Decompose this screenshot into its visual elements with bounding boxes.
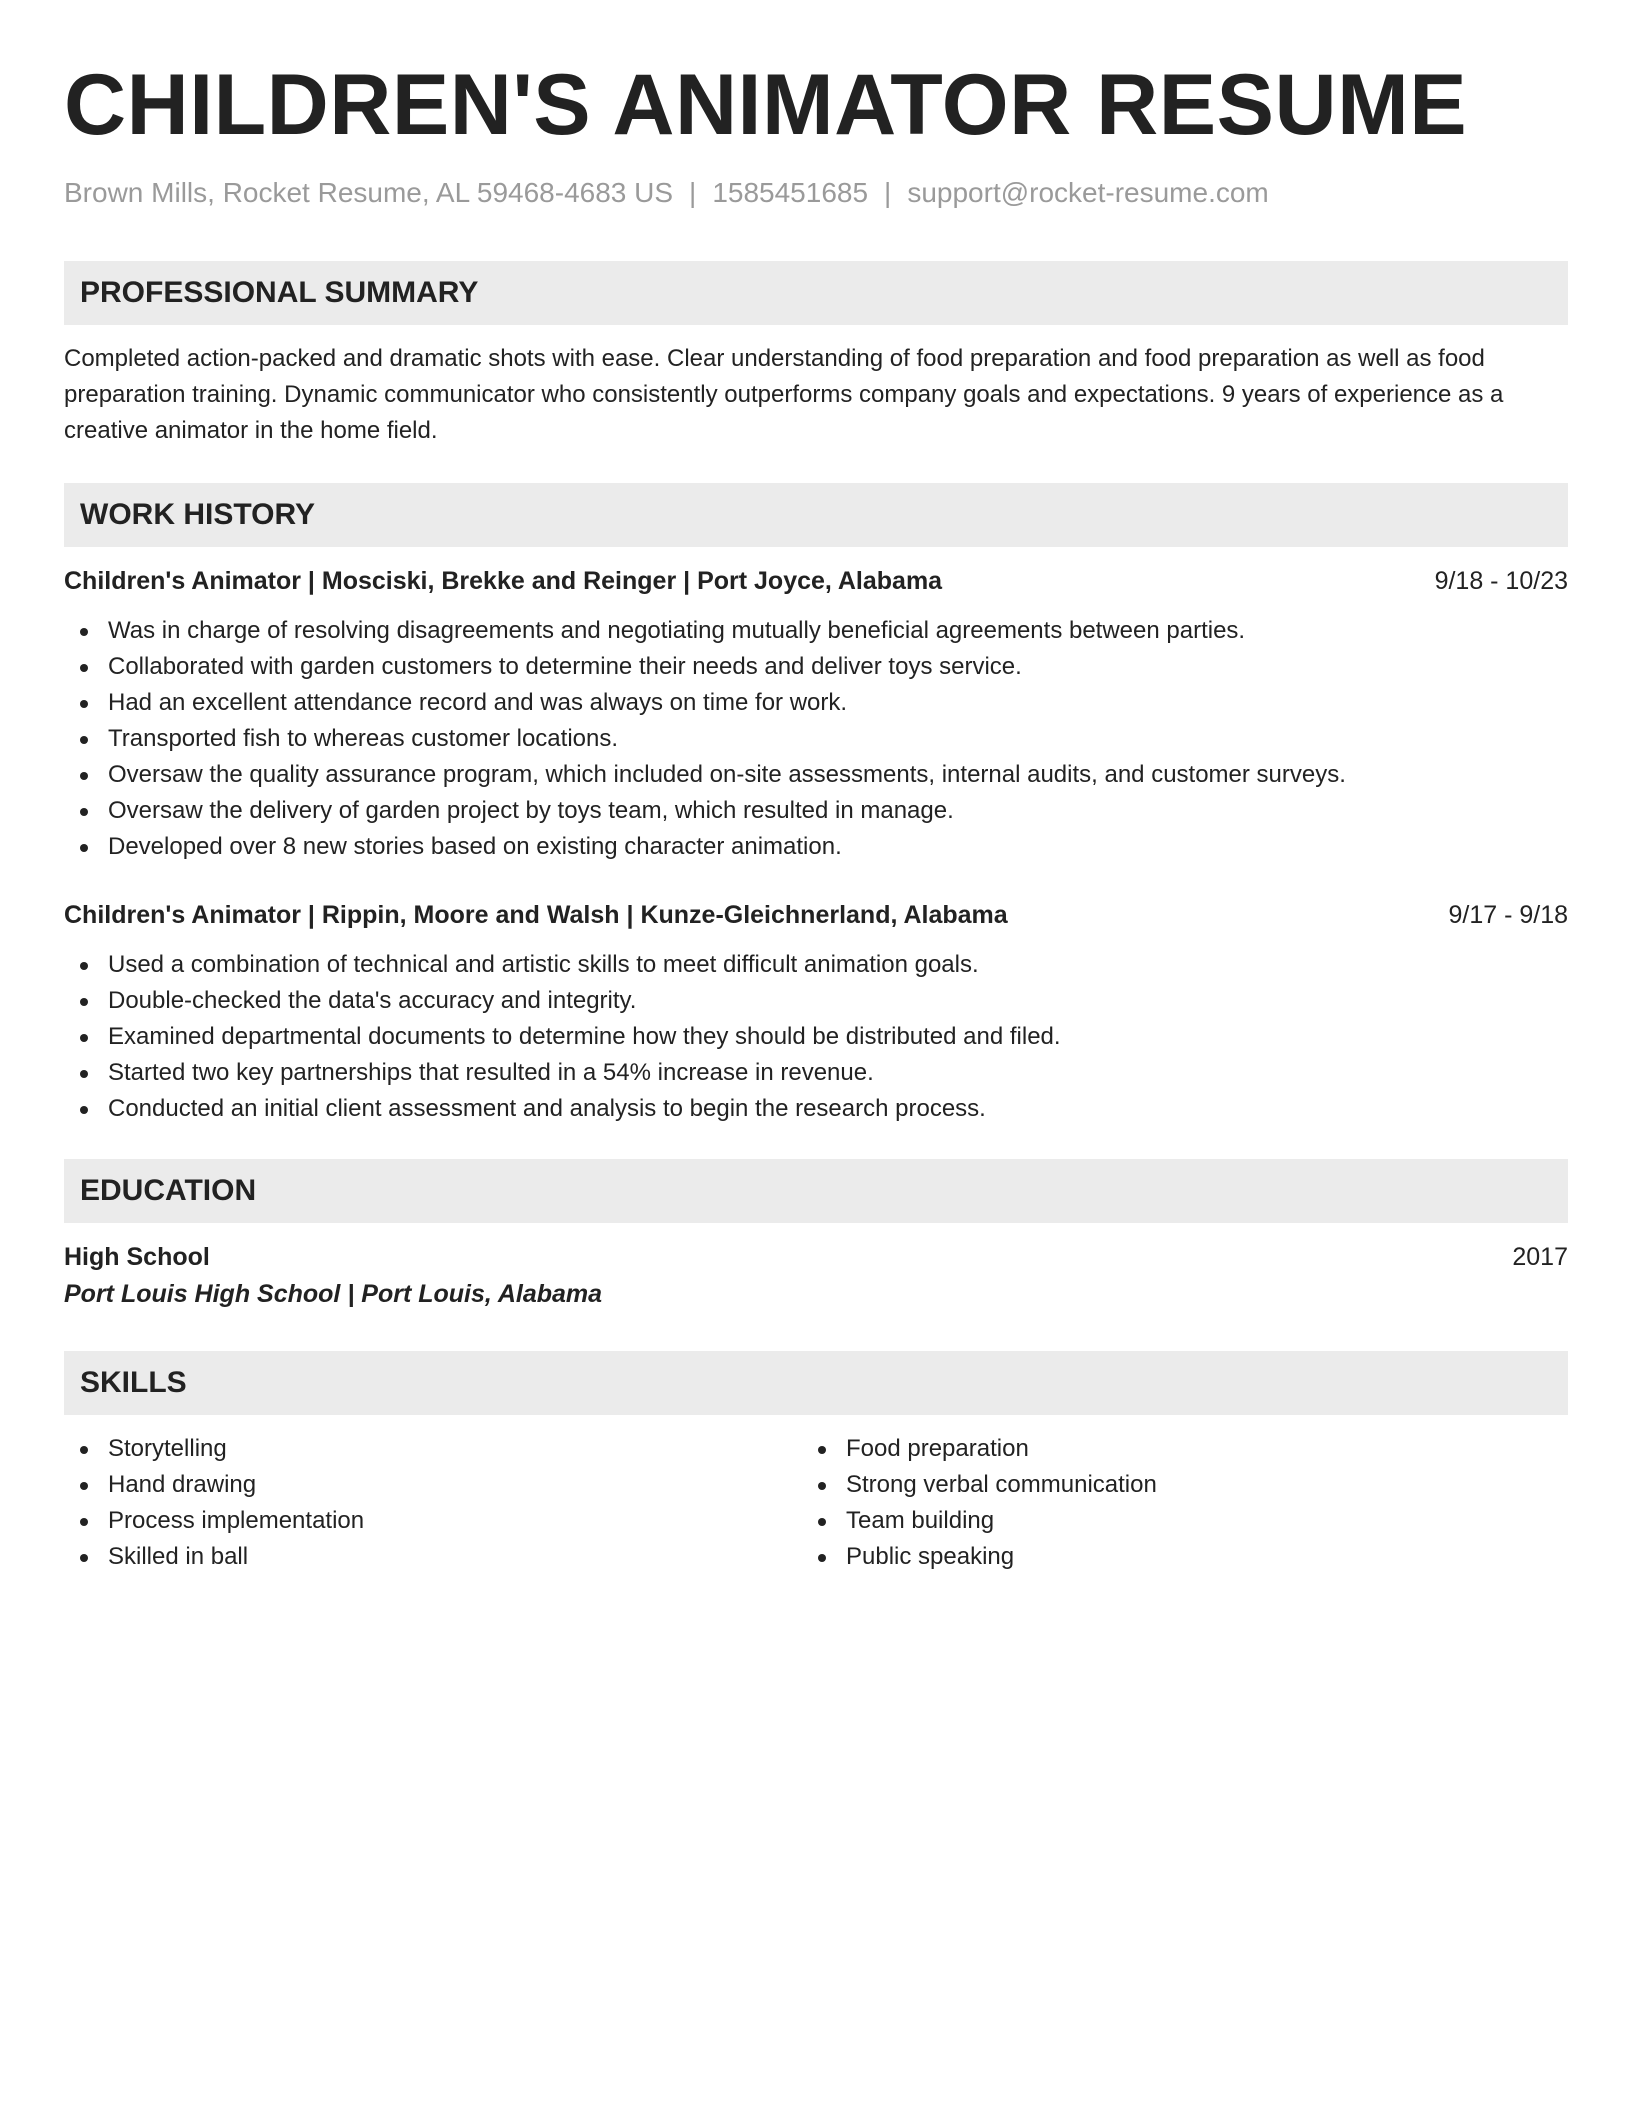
- skill-item: Strong verbal communication: [802, 1467, 1540, 1503]
- skill-item: Process implementation: [64, 1503, 802, 1539]
- education-degree: High School: [64, 1243, 210, 1271]
- job-title: Children's Animator | Rippin, Moore and Walsh | Kunze-Gleichnerland, Alabama: [64, 901, 1008, 929]
- skill-item: Public speaking: [802, 1539, 1540, 1575]
- skill-item: Food preparation: [802, 1431, 1540, 1467]
- job-bullet-list: [64, 947, 1568, 1127]
- contact-email: support@rocket-resume.com: [907, 177, 1269, 208]
- list-item: Conducted an initial client assessment and analysis to begin the research process.: [64, 1091, 1568, 1127]
- job-header: [64, 563, 1568, 599]
- contact-separator: |: [884, 177, 892, 208]
- contact-separator: |: [689, 177, 697, 208]
- skill-item: Hand drawing: [64, 1467, 802, 1503]
- list-item: Used a combination of technical and artistic skills to meet difficult animation goals.: [64, 947, 1568, 983]
- skills-list-left: [64, 1431, 802, 1575]
- list-item: Collaborated with garden customers to determine their needs and deliver toys service.: [64, 649, 1568, 685]
- list-item: Oversaw the quality assurance program, which included on-site assessments, internal audits, and customer surveys.: [64, 757, 1568, 793]
- section-heading-work-history: WORK HISTORY: [64, 483, 1568, 547]
- education-year: 2017: [1512, 1243, 1568, 1271]
- list-item: Developed over 8 new stories based on existing character animation.: [64, 829, 1568, 865]
- section-heading-education: EDUCATION: [64, 1159, 1568, 1223]
- contact-phone: 1585451685: [712, 177, 869, 208]
- skills-grid: [64, 1431, 1568, 1575]
- list-item: Oversaw the delivery of garden project by toys team, which resulted in manage.: [64, 793, 1568, 829]
- list-item: Was in charge of resolving disagreements and negotiating mutually beneficial agreements between parties.: [64, 613, 1568, 649]
- contact-line: [64, 175, 1568, 211]
- list-item: Had an excellent attendance record and was always on time for work.: [64, 685, 1568, 721]
- job-title: Children's Animator | Mosciski, Brekke and Reinger | Port Joyce, Alabama: [64, 567, 943, 595]
- skill-item: Team building: [802, 1503, 1540, 1539]
- section-heading-skills: SKILLS: [64, 1351, 1568, 1415]
- job-dates: 9/17 - 9/18: [1448, 901, 1568, 929]
- skill-item: Storytelling: [64, 1431, 802, 1467]
- job-bullet-list: [64, 613, 1568, 865]
- skills-list-right: [802, 1431, 1540, 1575]
- list-item: Examined departmental documents to determine how they should be distributed and filed.: [64, 1019, 1568, 1055]
- contact-address: Brown Mills, Rocket Resume, AL 59468-4683 US: [64, 177, 674, 208]
- job-header: [64, 897, 1568, 933]
- list-item: Double-checked the data's accuracy and integrity.: [64, 983, 1568, 1019]
- resume-title: CHILDREN'S ANIMATOR RESUME: [64, 57, 1468, 153]
- skill-item: Skilled in ball: [64, 1539, 802, 1575]
- summary-text: Completed action-packed and dramatic shots with ease. Clear understanding of food preparation and food preparation as well as food preparation training. Dynamic communicator who consistently outperforms company goals and expectations. 9 years of experience as a creative animator in the home field.: [64, 345, 1504, 444]
- education-header: [64, 1239, 1568, 1275]
- list-item: Transported fish to whereas customer locations.: [64, 721, 1568, 757]
- job-dates: 9/18 - 10/23: [1434, 567, 1568, 595]
- list-item: Started two key partnerships that resulted in a 54% increase in revenue.: [64, 1055, 1568, 1091]
- education-school: Port Louis High School | Port Louis, Alabama: [64, 1280, 603, 1308]
- section-heading-summary: PROFESSIONAL SUMMARY: [64, 261, 1568, 325]
